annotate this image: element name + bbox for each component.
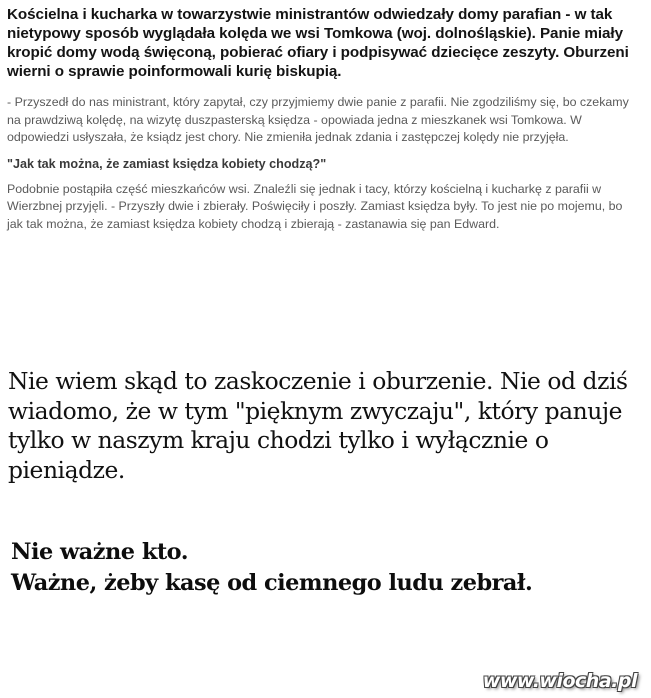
article-lead: Kościelna i kucharka w towarzystwie ministrantów odwiedzały domy parafian - w tak nietypowy sposób wyglądała kolęda we wsi Tomkowa (woj. dolnośląskie). Panie miały kropić domy wodą święconą, pobierać ofiary i podpisywać dziecięce zeszyty. Oburzeni wierni o sprawie poinformowali kurię biskupią. bbox=[7, 6, 629, 80]
article-subheading: "Jak tak można, że zamiast księdza kobiety chodzą?" bbox=[7, 156, 327, 171]
punchline-line-2: Ważne, żeby kasę od ciemnego ludu zebrał. bbox=[11, 570, 533, 596]
article-paragraph: - Przyszedł do nas ministrant, który zapytał, czy przyjmiemy dwie panie z parafii. Nie zgodziliśmy się, bo czekamy na prawdziwą kolędę, na wizytę duszpasterską księdza - opowiada jedna z mieszkanek wsi Tomkowa. W odpowiedzi usłyszała, że ksiądz jest chory. Nie zmieniła jednak zdania i zastępczej kolędy nie przyjęła. bbox=[7, 95, 629, 145]
punchline-line-1: Nie ważne kto. bbox=[11, 539, 189, 565]
comment-text: Nie wiem skąd to zaskoczenie i oburzenie. Nie od dziś wiadomo, że w tym "pięknym zwyczaju", który panuje tylko w naszym kraju chodzi tylko i wyłącznie o pieniądze. bbox=[8, 367, 628, 484]
site-watermark: www.wiocha.pl bbox=[482, 670, 637, 692]
article-paragraph: Podobnie postąpiła część mieszkańców wsi. Znaleźli się jednak i tacy, którzy kościelną i kucharkę z parafii w Wierzbnej przyjęli. - Przyszły dwie i zbierały. Poświęciły i poszły. Zamiast księdza były. To jest nie po mojemu, bo jak tak można, że zamiast księdza kobiety chodzą i zbierają - zastanawia się pan Edward. bbox=[7, 181, 623, 231]
punchline bbox=[11, 537, 651, 599]
article-excerpt bbox=[7, 5, 637, 234]
